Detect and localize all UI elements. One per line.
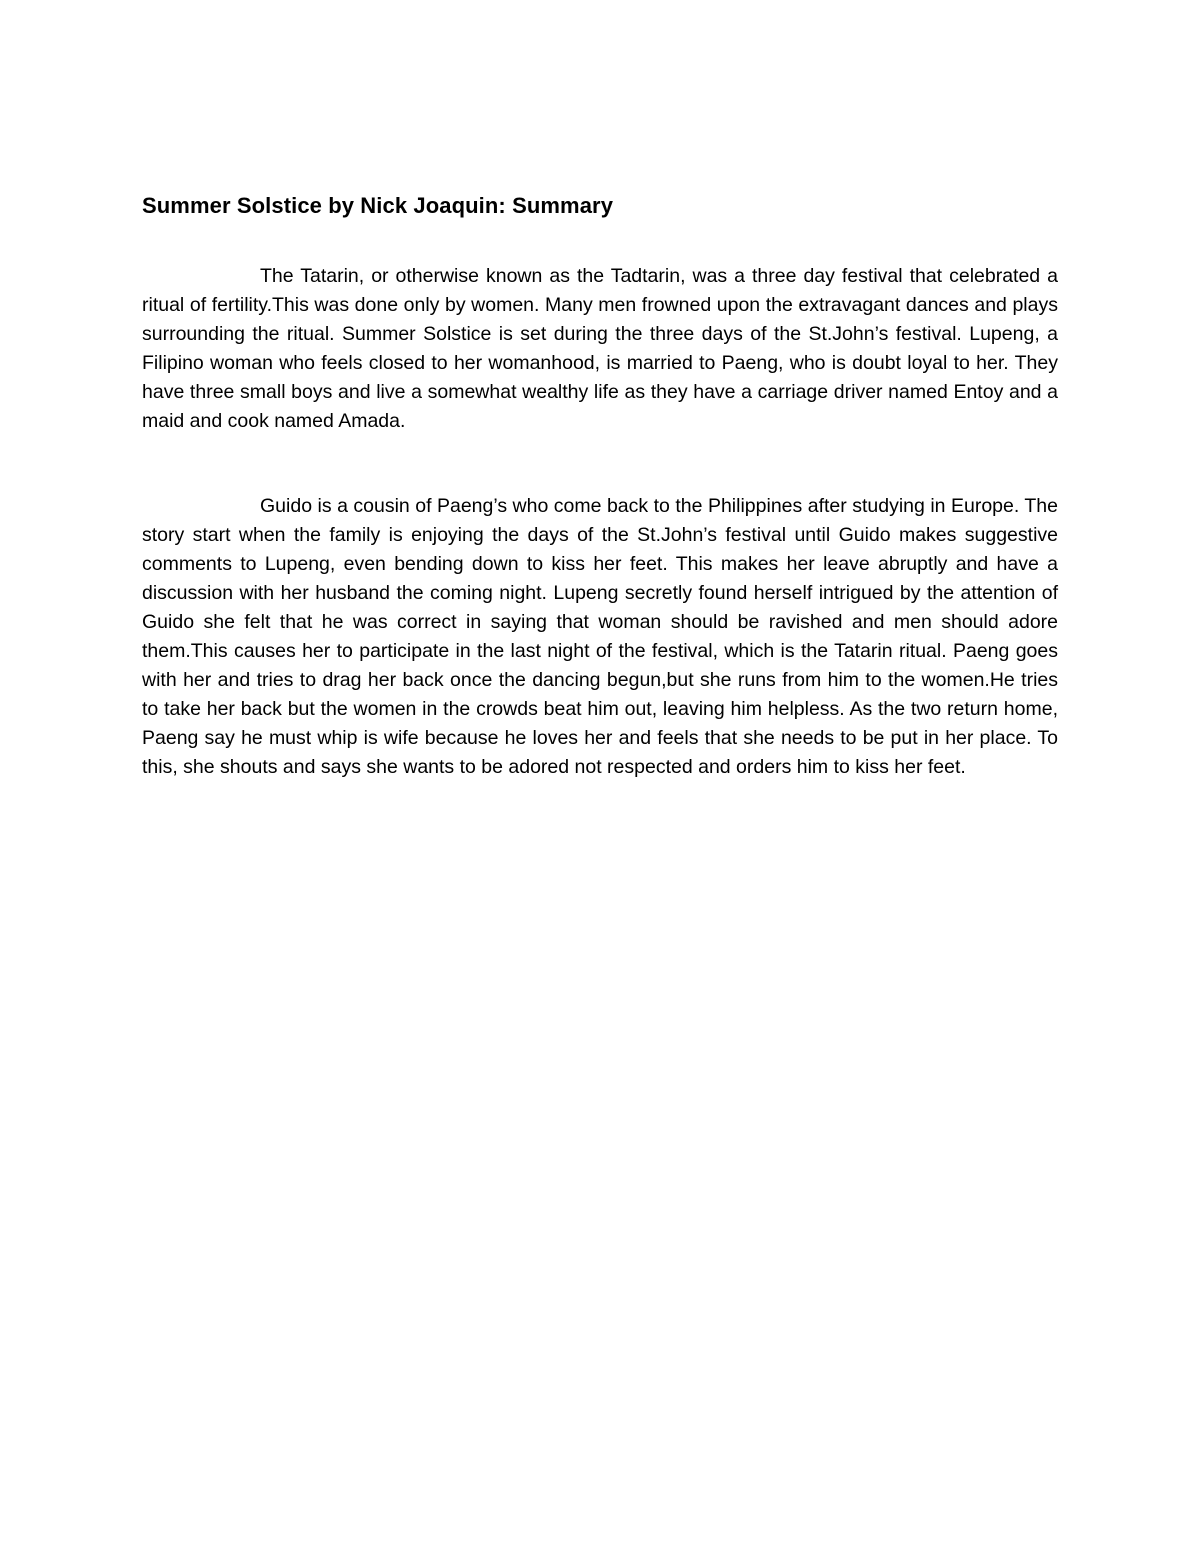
paragraph-2: Guido is a cousin of Paeng’s who come back to the Philippines after studying in Europe. The story start when the family is enjoying the days of the St.John’s festival until Guido makes suggestive comments to Lupeng, even bending down to kiss her feet. This makes her leave abruptly and have a discussion with her husband the coming night. Lupeng secretly found herself intrigued by the attention of Guido she felt that he was correct in saying that woman should be ravished and men should adore them.This causes her to participate in the last night of the festival, which is the Tatarin ritual. Paeng goes with her and tries to drag her back once the dancing begun,but she runs from him to the women.He tries to take her back but the women in the crowds beat him out, leaving him helpless. As the two return home, Paeng say he must whip is wife because he loves her and feels that she needs to be put in her place. To this, she shouts and says she wants to be adored not respected and orders him to kiss her feet.: [142, 495, 1058, 778]
document-body: [142, 190, 1058, 782]
paragraph-1: The Tatarin, or otherwise known as the Tadtarin, was a three day festival that celebrated a ritual of fertility.This was done only by women. Many men frowned upon the extravagant dances and plays surrounding the ritual. Summer Solstice is set during the three days of the St.John’s festival. Lupeng, a Filipino woman who feels closed to her womanhood, is married to Paeng, who is doubt loyal to her. They have three small boys and live a somewhat wealthy life as they have a carriage driver named Entoy and a maid and cook named Amada.: [142, 265, 1058, 432]
document-title: Summer Solstice by Nick Joaquin: Summary: [142, 193, 614, 218]
